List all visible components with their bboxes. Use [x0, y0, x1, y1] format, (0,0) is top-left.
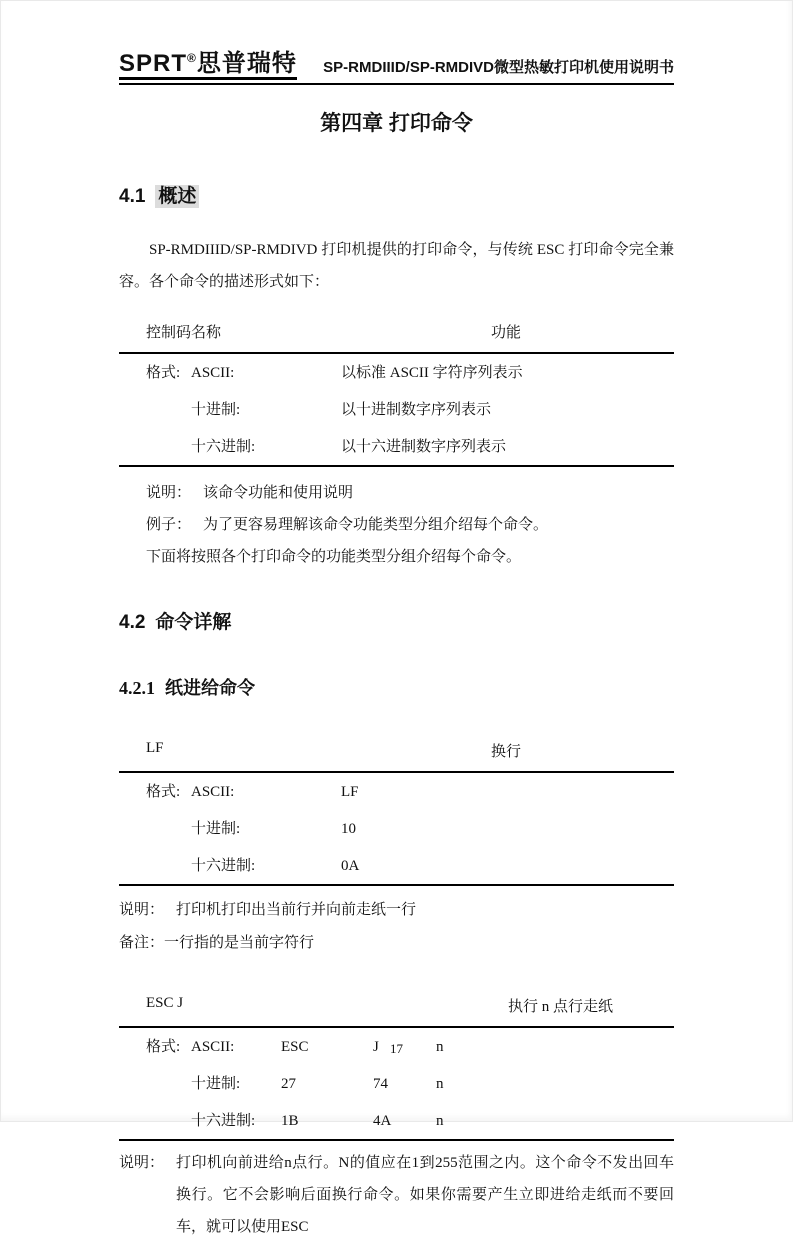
- row-prefix: 格式:: [146, 364, 181, 381]
- table-row: [146, 773, 674, 810]
- note-label: 说明：: [119, 902, 165, 919]
- table-row: [146, 810, 674, 847]
- chapter-title: 第四章 打印命令: [320, 112, 473, 136]
- note-label: 说明：: [146, 484, 192, 501]
- table-row: [146, 391, 674, 428]
- closing-paragraph: [119, 541, 674, 573]
- lf-note: [119, 894, 674, 926]
- table-row: [146, 354, 674, 391]
- row-value: J: [373, 1038, 379, 1055]
- table-row: [146, 1102, 674, 1139]
- table-row: [146, 1065, 674, 1102]
- format-table-rows: [119, 354, 674, 465]
- row-label: ASCII:: [191, 784, 235, 801]
- escj-note: [119, 1147, 674, 1244]
- table-row: [146, 428, 674, 465]
- note-text: 为了更容易理解该命令功能类型分组介绍每个命令。: [203, 516, 549, 533]
- row-label: 十进制:: [191, 821, 241, 838]
- note-text: 该命令功能和使用说明: [203, 484, 354, 501]
- row-label: 十六进制:: [191, 1112, 256, 1129]
- format-table-header-left: 控制码名称: [146, 324, 222, 341]
- row-label: ASCII:: [191, 1038, 235, 1055]
- spacer: [164, 1147, 176, 1244]
- spacer: [191, 477, 203, 509]
- lf-remark: [119, 927, 674, 959]
- row-value: LF: [341, 784, 359, 801]
- row-value: n: [436, 1075, 444, 1092]
- lf-command-table: [119, 734, 674, 886]
- section-title: 概述: [155, 185, 199, 208]
- row-label: 十进制:: [191, 1075, 241, 1092]
- row-label: ASCII:: [191, 364, 235, 381]
- row-value: 27: [281, 1075, 296, 1092]
- lf-command-header: [119, 734, 674, 771]
- section-heading-4-2-1: [119, 674, 674, 700]
- remark-label: 备注：: [119, 934, 165, 951]
- row-value: 10: [341, 821, 356, 838]
- command-function: 执行 n 点行走纸: [508, 998, 614, 1015]
- note-shuoming: [119, 477, 674, 509]
- intro-paragraph: SP-RMDIIID/SP-RMDIVD 打印机提供的打印命令，与传统 ESC 打印命令完全兼容。各个命令的描述形式如下：: [119, 242, 674, 291]
- note-text: 打印机打印出当前行并向前走纸一行: [176, 902, 417, 919]
- command-name: ESC J: [146, 994, 184, 1011]
- closing-text: 下面将按照各个打印命令的功能类型分组介绍每个命令。: [146, 549, 522, 566]
- row-prefix: 格式:: [146, 1038, 181, 1055]
- format-table-header: [119, 315, 674, 352]
- row-value: 74: [373, 1075, 388, 1092]
- row-value: 4A: [373, 1112, 392, 1129]
- escj-command-header: [119, 989, 674, 1026]
- section-heading-4-2: [119, 607, 674, 634]
- section-number: 4.1: [119, 186, 146, 208]
- row-value: n: [436, 1112, 444, 1129]
- command-name: LF: [146, 740, 164, 757]
- brand-logo: [119, 51, 297, 80]
- remark-text: 一行指的是当前字符行: [164, 934, 315, 951]
- document-title: SP-RMDIIID/SP-RMDIVD微型热敏打印机使用说明书: [323, 59, 674, 77]
- section-title: 命令详解: [155, 612, 232, 634]
- registered-trademark-icon: ®: [187, 51, 197, 65]
- row-label: 十六进制:: [191, 438, 256, 455]
- row-desc: 以十进制数字序列表示: [341, 401, 492, 418]
- escj-command-table: [119, 989, 674, 1141]
- row-label: 十进制:: [191, 401, 241, 418]
- row-desc: 以标准 ASCII 字符序列表示: [341, 364, 523, 381]
- row-value: 1B: [281, 1112, 299, 1129]
- brand-logo-latin: SPRT: [119, 50, 188, 77]
- row-label: 十六进制:: [191, 858, 256, 875]
- row-value: n: [436, 1038, 444, 1055]
- table-rule-bottom: [119, 1139, 674, 1141]
- format-description-table: [119, 315, 674, 467]
- table-row: [146, 847, 674, 884]
- page-number: 17: [390, 1041, 403, 1056]
- spacer: [191, 509, 203, 541]
- section-number: 4.2.1: [119, 678, 155, 699]
- spacer: [164, 894, 176, 926]
- note-text: 打印机向前进给n点行。N的值应在1到255范围之内。这个命令不发出回车换行。它不会影响后面换行命令。如果你需要产生立即进给走纸而不要回车，就可以使用ESC: [176, 1154, 674, 1236]
- table-rule-bottom: [119, 465, 674, 467]
- section-number: 4.2: [119, 612, 146, 634]
- section-title: 纸进给命令: [165, 678, 255, 699]
- lf-command-rows: [119, 773, 674, 884]
- note-label: 例子：: [146, 516, 192, 533]
- section-heading-4-1: [119, 181, 674, 208]
- row-value: ESC: [281, 1038, 309, 1055]
- row-desc: 以十六进制数字序列表示: [341, 438, 507, 455]
- row-value: 0A: [341, 858, 360, 875]
- page-header: [119, 51, 674, 85]
- format-table-header-right: 功能: [491, 324, 522, 341]
- row-prefix: 格式:: [146, 784, 181, 801]
- command-function: 换行: [491, 744, 522, 761]
- brand-logo-chinese: 思普瑞特: [196, 50, 297, 77]
- table-rule-bottom: [119, 884, 674, 886]
- note-lizi: [119, 509, 674, 541]
- note-label: 说明：: [119, 1154, 165, 1171]
